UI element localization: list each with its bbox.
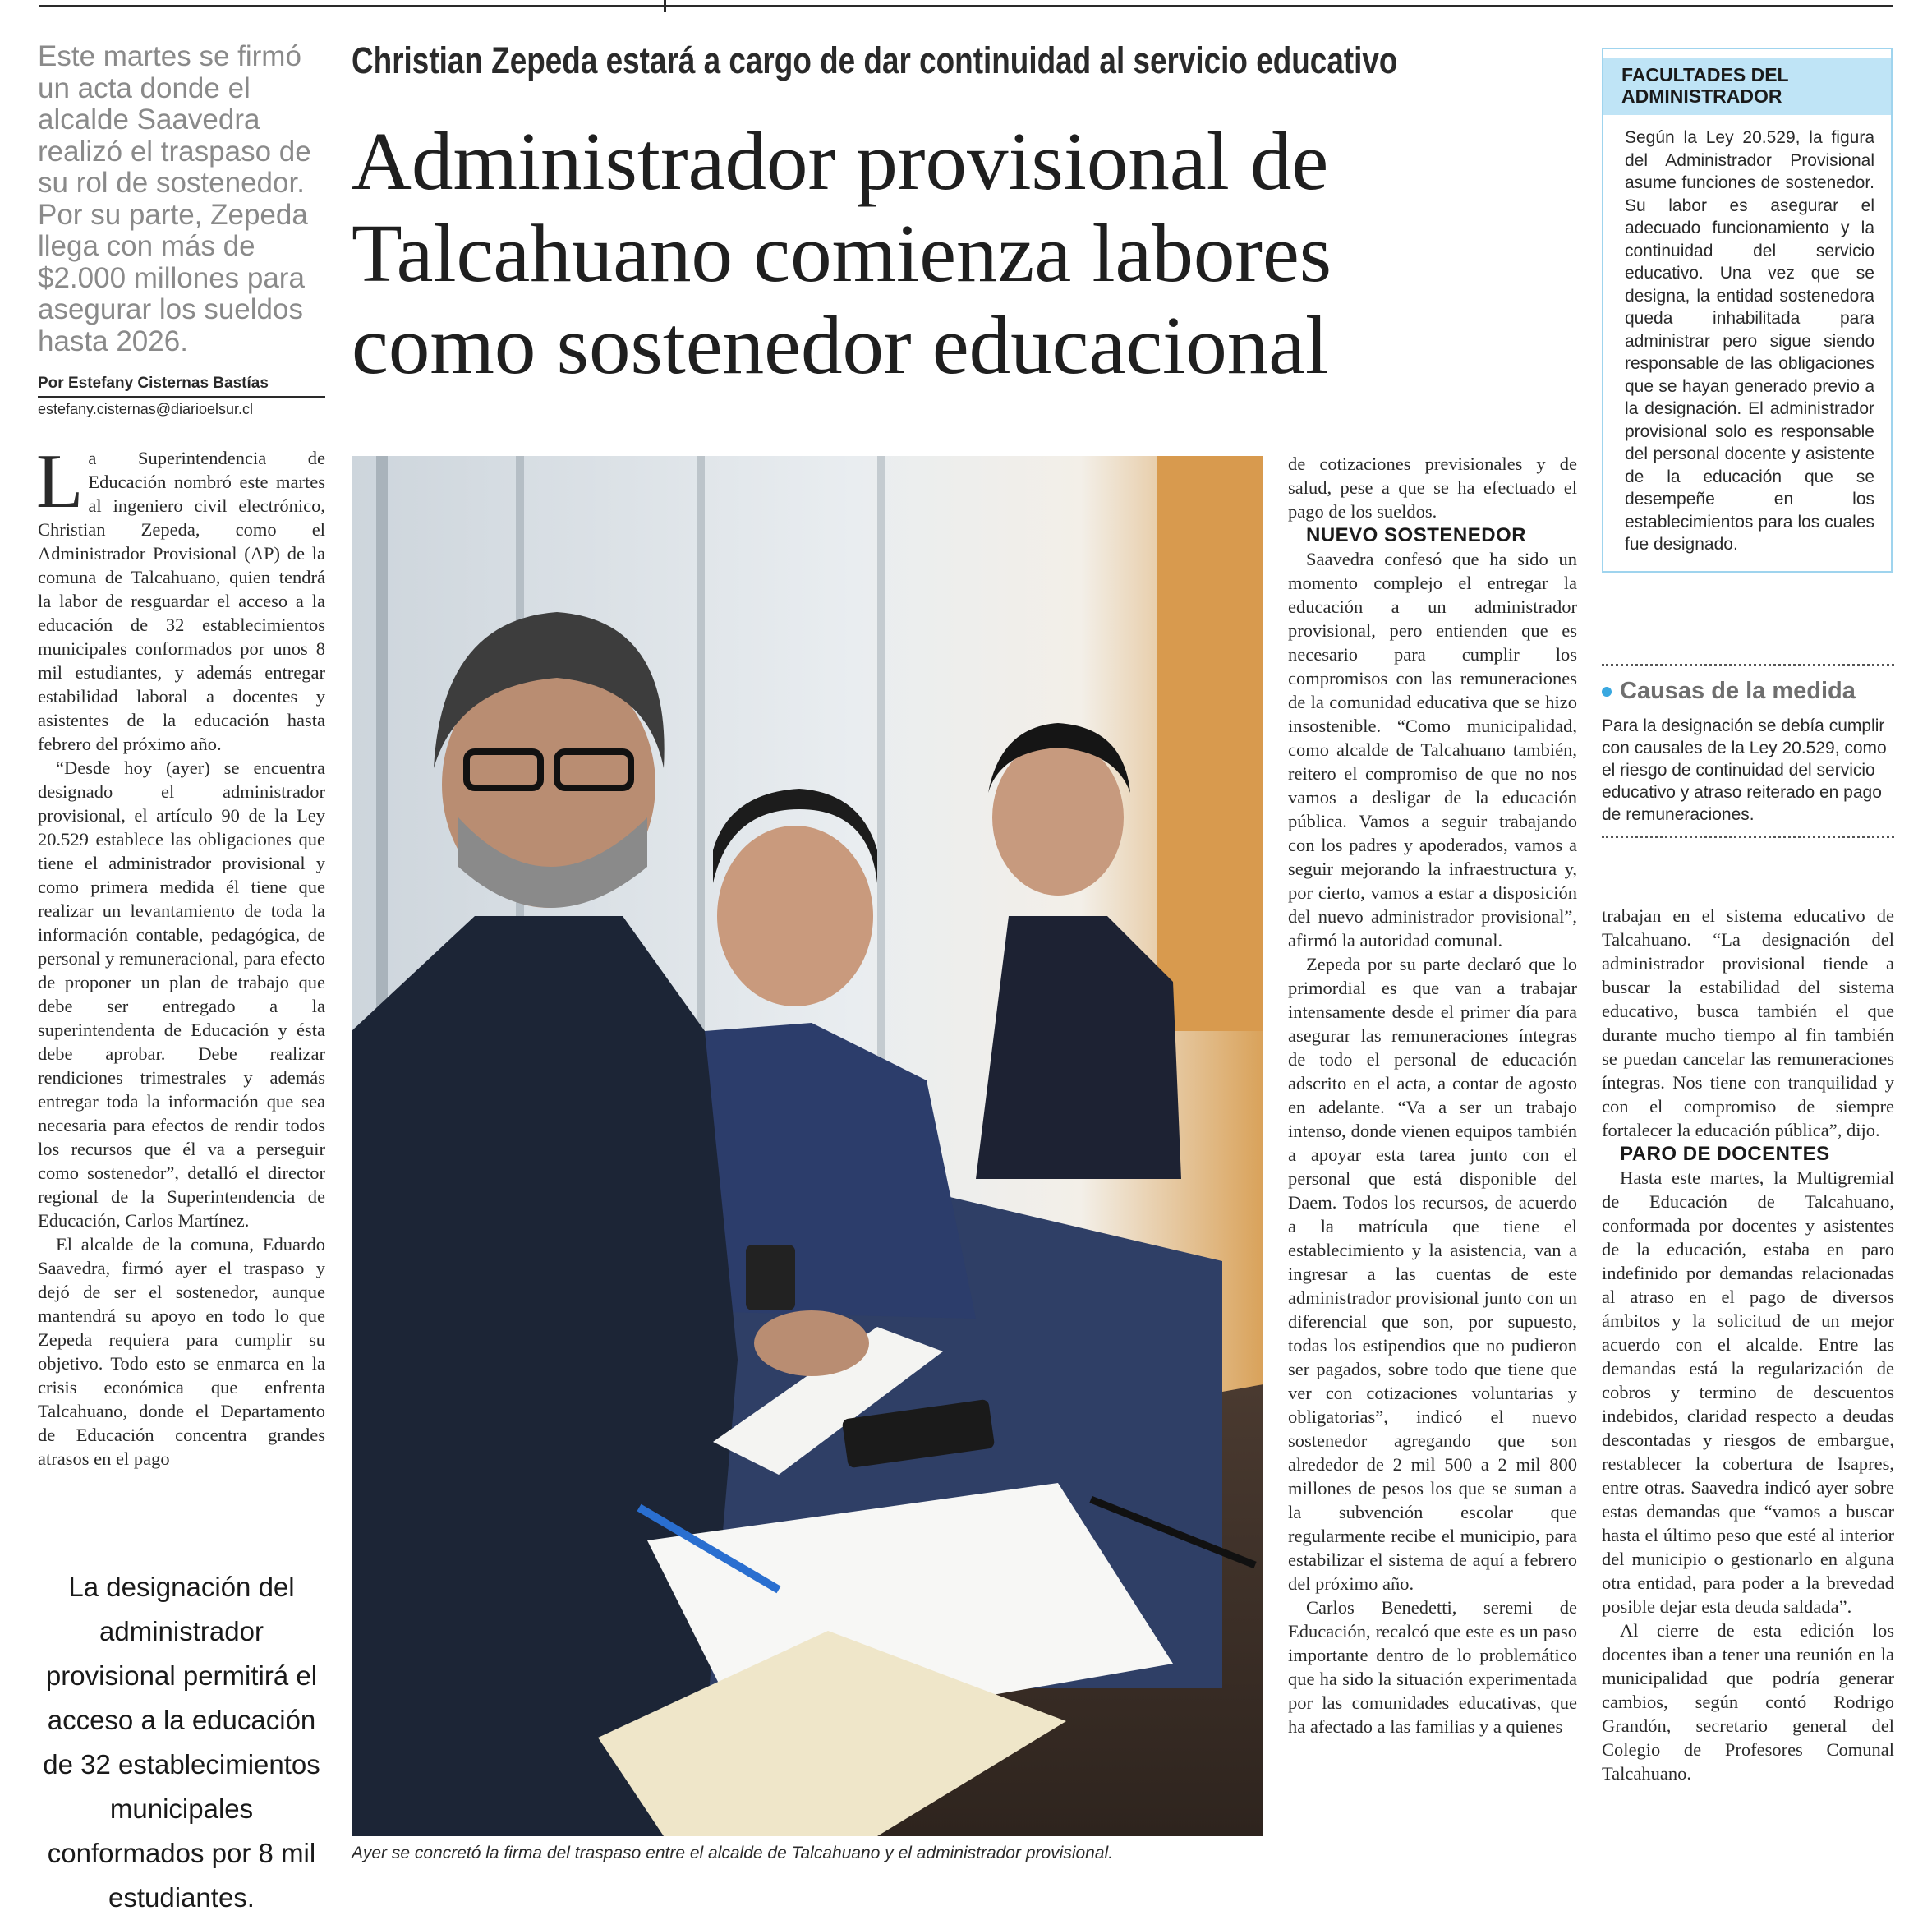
paragraph: Carlos Benedetti, seremi de Educación, recalcó que este es un paso importante dentro de lo problemático que ha sido la situación experimentada por las comunidades educativas, que ha afectado a las familias y a quienes xyxy=(1288,1597,1577,1737)
causas-body: Para la designación se debía cumplir con causales de la Ley 20.529, como el riesgo de continuidad del servicio educativo y atraso reiterado en pago de remuneraciones. xyxy=(1602,715,1894,838)
article-column-1 xyxy=(36,439,325,1471)
paragraph: Hasta este martes, la Multigremial de Educación de Talcahuano, conformada por docentes y asistentes de la educación, estaba en paro indefinido por demandas relacionadas al atraso en el pago de diversos ámbitos y la solicitud de un mejor acuerdo con el alcalde. Entre las demandas está la regularización de cobros y termino de descuentos indebidos, claridad respecto a deudas descontadas y riesgos de embargue, restablecer la cobertura de Isapres, entre otras. Saavedra indicó ayer sobre estas demandas que “vamos a buscar hasta el último peso que esté al interior del municipio o gestionarlo en alguna otra entidad, para poder a la brevedad posible dejar esta deuda saldada”. xyxy=(1602,1167,1894,1617)
top-rule xyxy=(39,5,1893,7)
headline-line: Talcahuano comienza labores xyxy=(352,207,1332,299)
photo-caption: Ayer se concretó la firma del traspaso entre el alcalde de Talcahuano y el administrador provisional. xyxy=(352,1844,1114,1862)
subheading: NUEVO SOSTENEDOR xyxy=(1306,524,1527,546)
article-photo xyxy=(352,456,1263,1836)
paragraph xyxy=(36,439,325,756)
causas-title-text: Causas de la medida xyxy=(1620,678,1856,704)
headline-line: Administrador provisional de xyxy=(352,115,1329,207)
kicker: Christian Zepeda estará a cargo de dar continuidad al servicio educativo xyxy=(352,39,1398,81)
paragraph: Saavedra confesó que ha sido un momento complejo el entregar la educación a un administrador provisional, pero entienden que es necesario para cumplir los compromisos con las remuneraciones de la comunidad educativa que se hizo insostenible. “Como municipalidad, como alcalde de Talcahuano también, reitero el compromiso de que no nos vamos a desligar de la educación pública. Vamos a seguir trabajando con los padres y apoderados, vamos a seguir mejorando la infraestructura y, por cierto, vamos a estar a disposición del nuevo administrador provisional”, afirmó la autoridad comunal. xyxy=(1288,549,1577,951)
paragraph: “Desde hoy (ayer) se encuentra designado el administrador provisional, el artículo 90 de la Ley 20.529 establece las obligaciones que tiene el administrador provisional y como primera medida él tiene que realizar un levantamiento de toda la información contable, pedagógica, de personal y remuneracional, para efecto de proponer un plan de trabajo que debe ser entregado a la superintendenta de Educación y ésta debe aprobar. Debe realizar rendiciones trimestrales y además entregar toda la información que sea necesaria para efectos de rendir todos los recursos que él va a perseguir como sostenedor”, detalló el director regional de la Superintendencia de Educación, Carlos Martínez. xyxy=(38,757,325,1231)
headline xyxy=(352,115,1584,391)
top-rule-tick xyxy=(664,0,666,12)
sidebar-box xyxy=(1602,48,1893,573)
headline-line: como sostenedor educacional xyxy=(352,299,1329,391)
sidebar-title-line: FACULTADES DEL xyxy=(1622,64,1789,85)
sidebar-title-line: ADMINISTRADOR xyxy=(1622,85,1782,107)
paragraph: Zepeda por su parte declaró que lo primordial es que van a trabajar intensamente desde el primer día para asegurar las remuneraciones íntegras de todo el personal de educación adscrito en el acta, a contar de agosto en adelante. “Va a ser un trabajo intenso, donde vienen equipos también a apoyar esta tarea junto con el personal que está disponible del Daem. Todos los recursos, de acuerdo a la matrícula que tiene el establecimiento y la asistencia, van a ingresar a las cuentas de este administrador provisional junto con un diferencial que son, por supuesto, todas los estipendios que no pudieron ser pagados, sobre todo que tiene que ver con cotizaciones voluntarias y obligatorias”, indicó el nuevo sostenedor agregando que son alrededor de 2 mil 500 a 2 mil 800 millones de pesos los que se suman a la subvención escolar que regularmente recibe el municipio, para estabilizar el sistema de aquí a febrero del próximo año. xyxy=(1288,954,1577,1594)
paragraph-text: a Superintendencia de Educación nombró este martes al ingeniero civil electrónico, Christian Zepeda, como el Administrador Provisional (AP) de la comuna de Talcahuano, quien tendrá la labor de resguardar el acceso a la educación de 32 establecimientos municipales conformados por unos 8 mil estudiantes, y además entregar estabilidad laboral a docentes y asistentes de la educación hasta febrero del próximo año. xyxy=(38,448,325,754)
paragraph: El alcalde de la comuna, Eduardo Saavedra, firmó ayer el traspaso y dejó de ser el sostenedor, aunque mantendrá su apoyo en todo lo que Zepeda requiera para cumplir su objetivo. Todo esto se enmarca en la crisis económica que enfrenta Talcahuano, donde el Departamento de Educación concentra grandes atrasos en el pago xyxy=(38,1234,325,1469)
causas-title xyxy=(1602,678,1894,705)
subheading: PARO DE DOCENTES xyxy=(1620,1143,1830,1165)
paragraph: Al cierre de esta edición los docentes iban a tener una reunión en la municipalidad que podría generar cambios, según contó Rodrigo Grandón, secretario general del Colegio de Profesores Comunal Talcahuano. xyxy=(1602,1620,1894,1784)
pull-quote: La designación del administrador provisional permitirá el acceso a la educación de 32 establecimientos municipales conformados por 8 mil estudiantes. xyxy=(43,1572,320,1913)
paragraph: de cotizaciones previsionales y de salud, pese a que se ha efectuado el pago de los sueldos. xyxy=(1288,454,1577,522)
sidebar-body: Según la Ley 20.529, la figura del Administrador Provisional asume funciones de sostenedor. Su labor es asegurar el adecuado funcionamiento y la continuidad del servicio educativo. Una vez que se designa, la entidad sostenedora queda inhabilitada para administrar pero sigue siendo responsable de las obligaciones que se hayan generado previo a la designación. El administrador provisional solo es responsable del personal docente y asistente de la educación que se desempeñe en los establecimientos para los cuales fue designado. xyxy=(1625,128,1874,554)
bullet-dot-icon xyxy=(1602,687,1612,697)
byline-email[interactable]: estefany.cisternas@diarioelsur.cl xyxy=(38,401,254,417)
byline xyxy=(38,375,325,418)
sidebar-title xyxy=(1603,58,1891,115)
paragraph: trabajan en el sistema educativo de Talcahuano. “La designación del administrador provisional tiende a buscar la estabilidad del sistema educativo, busca también el que durante mucho tiempo al fin también se puedan cancelar las remuneraciones íntegras. Nos tiene con tranquilidad y con el compromiso de siempre fortalecer la educación pública”, dijo. xyxy=(1602,905,1894,1140)
dotted-divider xyxy=(1602,664,1894,666)
article-column-2 xyxy=(1288,452,1577,1738)
byline-author: Por Estefany Cisternas Bastías xyxy=(38,375,325,398)
drop-cap: L xyxy=(36,439,84,524)
article-column-3 xyxy=(1602,904,1894,1785)
lead-summary: Este martes se firmó un acta donde el alcalde Saavedra realizó el traspaso de su rol de sostenedor. Por su parte, Zepeda llega con más de $2.000 millones para asegurar los sueldos hasta 2026. xyxy=(38,40,311,357)
photo-illustration xyxy=(352,456,1263,1836)
causas-box xyxy=(1602,664,1894,838)
